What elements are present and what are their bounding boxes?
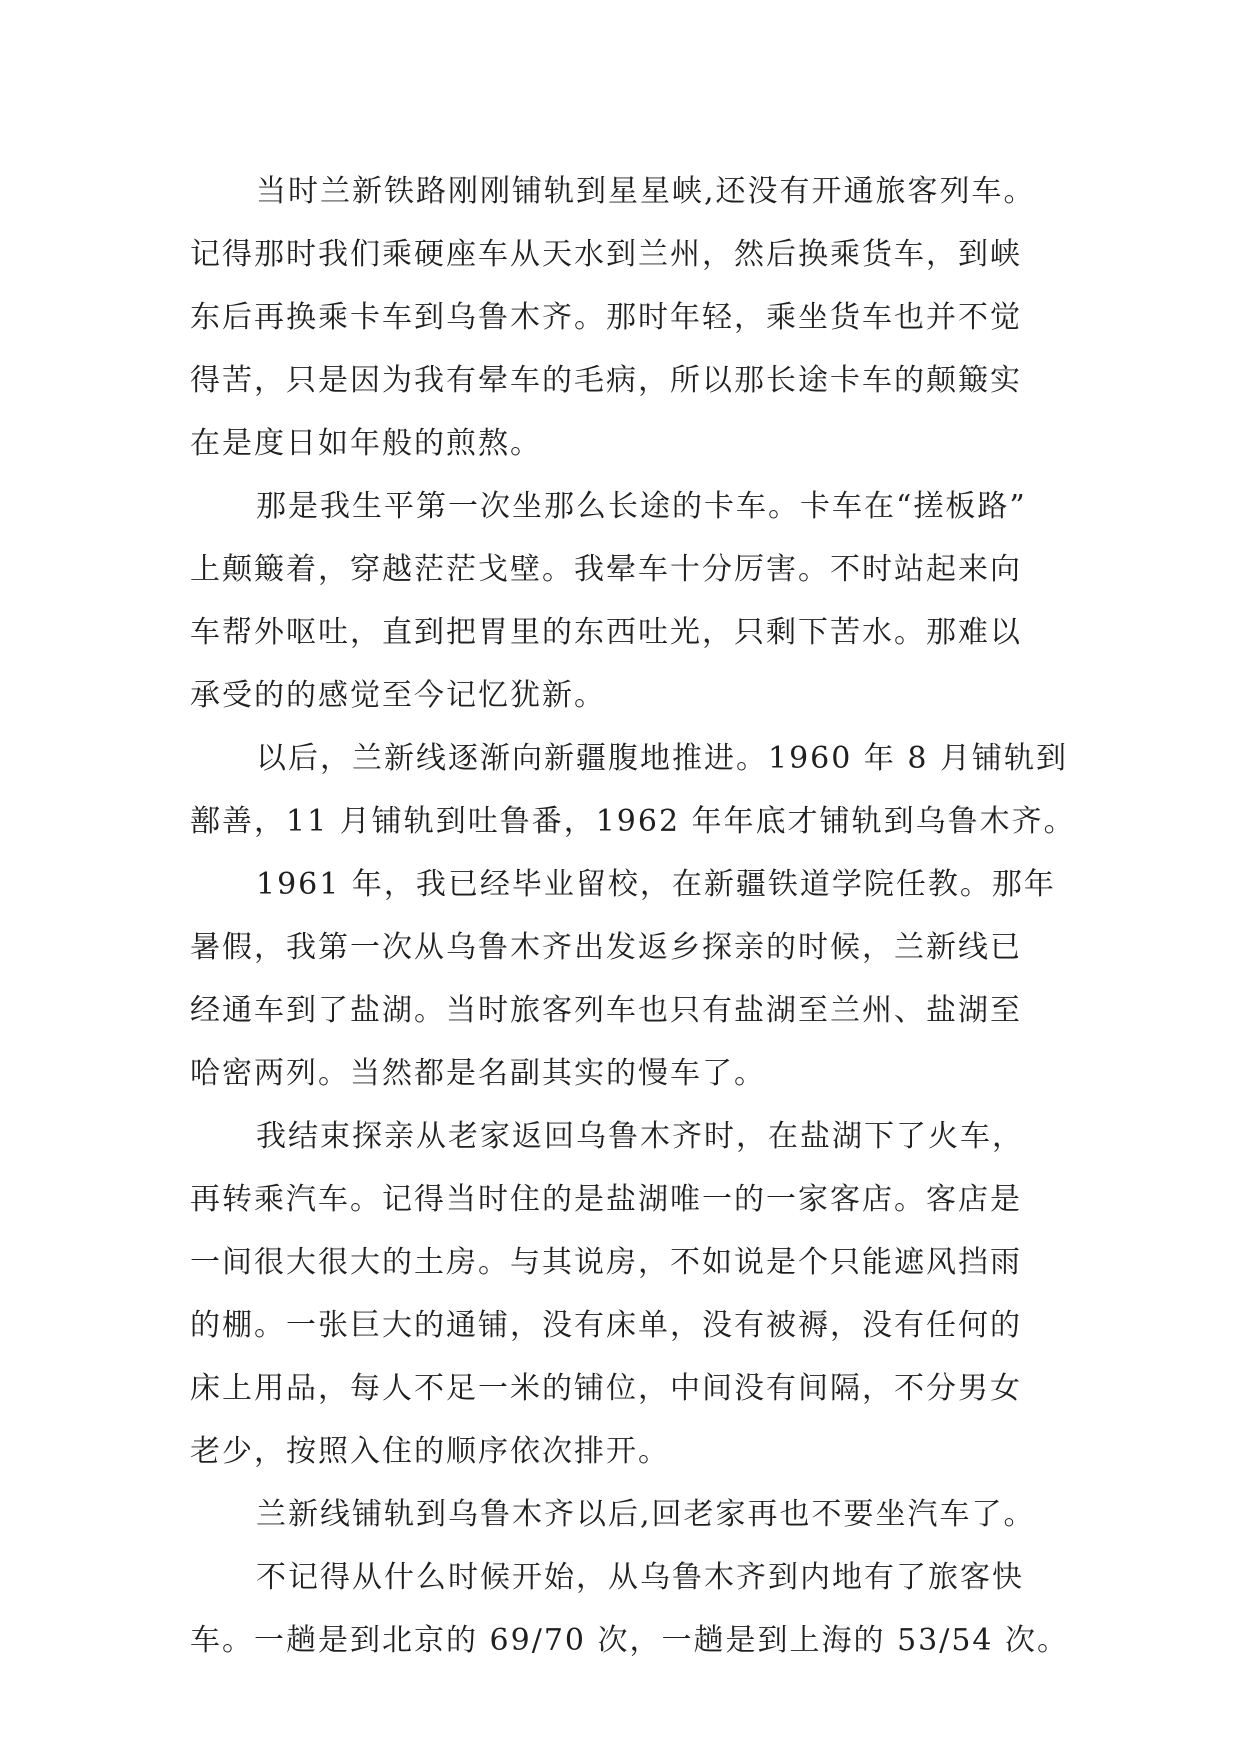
text-line: 哈密两列。当然都是名副其实的慢车了。 — [190, 1056, 766, 1091]
text-line: 承受的的感觉至今记忆犹新。 — [190, 678, 606, 713]
paragraph — [190, 1105, 1070, 1483]
text-line: 一间很大很大的土房。与其说房，不如说是个只能遮风挡雨 — [190, 1245, 1022, 1280]
paragraph — [190, 727, 1076, 853]
text-line: 床上用品，每人不足一米的铺位，中间没有间隔，不分男女 — [190, 1371, 1022, 1406]
text-line: 记得那时我们乘硬座车从天水到兰州，然后换乘货车，到峡 — [190, 237, 1022, 272]
text-line: 我结束探亲从老家返回乌鲁木齐时，在盐湖下了火车， — [256, 1119, 1024, 1154]
text-line: 经通车到了盐湖。当时旅客列车也只有盐湖至兰州、盐湖至 — [190, 993, 1022, 1028]
text-line: 再转乘汽车。记得当时住的是盐湖唯一的一家客店。客店是 — [190, 1182, 1022, 1217]
text-line: 鄯善，11 月铺轨到吐鲁番，1962 年年底才铺轨到乌鲁木齐。 — [190, 804, 1076, 839]
text-line: 不记得从什么时候开始，从乌鲁木齐到内地有了旅客快 — [256, 1560, 1024, 1595]
text-line: 老少，按照入住的顺序依次排开。 — [190, 1434, 670, 1469]
paragraph — [190, 853, 1070, 1105]
text-line: 那是我生平第一次坐那么长途的卡车。卡车在“搓板路” — [256, 489, 1027, 524]
paragraph — [190, 1546, 1070, 1672]
text-line: 1961 年，我已经毕业留校，在新疆铁道学院任教。那年 — [256, 867, 1056, 902]
text-line: 的棚。一张巨大的通铺，没有床单，没有被褥，没有任何的 — [190, 1308, 1022, 1343]
text-line: 得苦，只是因为我有晕车的毛病，所以那长途卡车的颠簸实 — [190, 363, 1022, 398]
document-body — [190, 160, 1076, 1672]
text-line: 东后再换乘卡车到乌鲁木齐。那时年轻，乘坐货车也并不觉 — [190, 300, 1022, 335]
paragraph — [190, 160, 1070, 475]
text-line: 车帮外呕吐，直到把胃里的东西吐光，只剩下苦水。那难以 — [190, 615, 1022, 650]
text-line: 暑假，我第一次从乌鲁木齐出发返乡探亲的时候，兰新线已 — [190, 930, 1022, 965]
text-line: 上颠簸着，穿越茫茫戈壁。我晕车十分厉害。不时站起来向 — [190, 552, 1022, 587]
text-line: 在是度日如年般的煎熬。 — [190, 426, 542, 461]
paragraph — [190, 475, 1070, 727]
text-line: 兰新线铺轨到乌鲁木齐以后,回老家再也不要坐汽车了。 — [256, 1497, 1036, 1532]
paragraph — [190, 1483, 1070, 1546]
text-line: 车。一趟是到北京的 69/70 次，一趟是到上海的 53/54 次。 — [190, 1623, 1070, 1658]
text-line: 当时兰新铁路刚刚铺轨到星星峡,还没有开通旅客列车。 — [256, 174, 1036, 209]
text-line: 以后，兰新线逐渐向新疆腹地推进。1960 年 8 月铺轨到 — [256, 741, 1069, 776]
